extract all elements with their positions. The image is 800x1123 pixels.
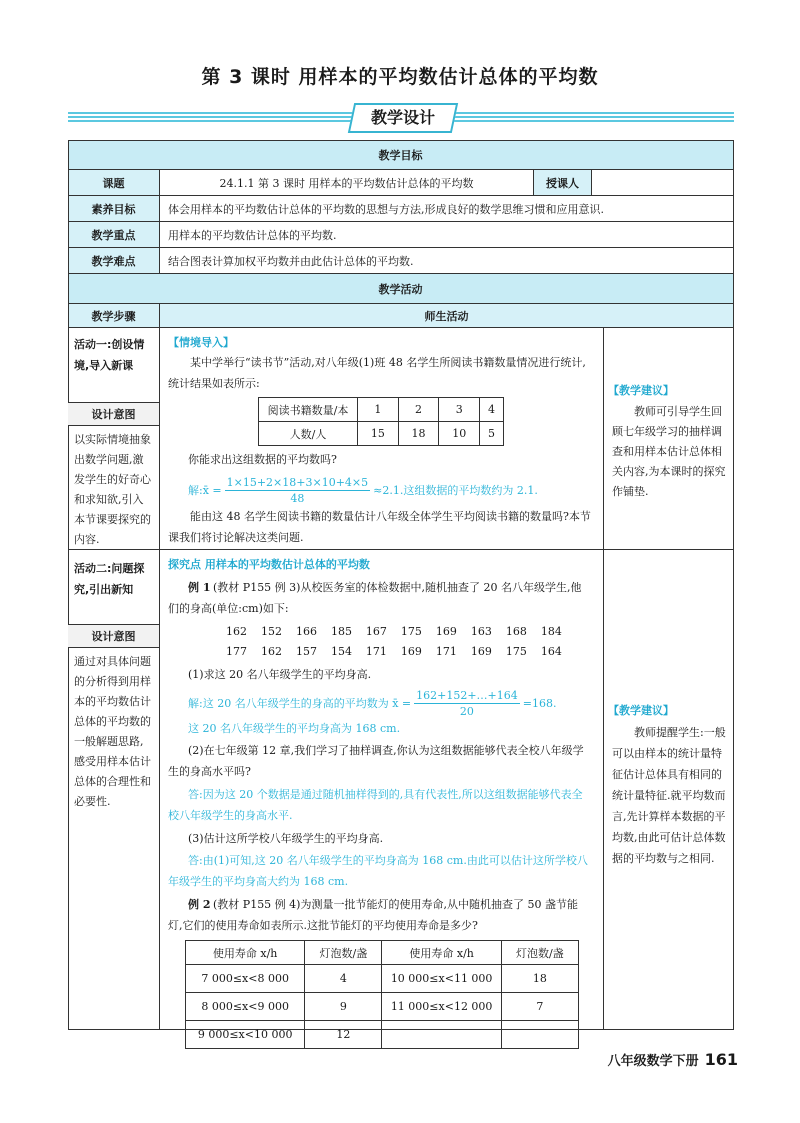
difficulty-label: 教学难点 [68,248,160,274]
reading-table-cell: 5 [480,422,504,446]
question-1: (1)求这 20 名八年级学生的平均身高. [188,668,372,681]
reading-table [258,397,504,446]
activity1-transition: 能由这 48 名学生阅读书籍的数量估计八年级全体学生平均阅读书籍的数量吗?本节课我们将讨论解决这类问题. [168,510,591,544]
lamp-table-cell: 8 000≤x<9 000 [186,993,305,1021]
activity2-tip: 教师提醒学生:一般可以由样本的统计量特征估计总体具有相同的统计量特征.就平均数而言,先计算样本数据的平均数,由此可估计总体数据的平均数与之相同. [612,726,726,865]
lamp-table-cell: 11 000≤x<12 000 [382,993,501,1021]
activity1-intent-label: 设计意图 [68,402,159,426]
answer-numerator: 1×15+2×18+3×10+4×5 [226,476,369,489]
page-title: 第 3 课时 用样本的平均数估计总体的平均数 [201,66,599,88]
answer-denominator: 48 [290,492,305,505]
page-footer [608,1050,738,1069]
lamp-table-cell: 18 [501,965,578,993]
answer-2: 答:因为这 20 个数据是通过随机抽样得到的,具有代表性,所以这组数据能够代表全校八年级学生的身高水平. [168,788,583,822]
answer1-prefix: 解:这 20 名八年级学生的身高的平均数为 x̄ = [188,697,412,710]
section-banner [68,103,734,131]
answer-prefix: 解:x̄ = [188,484,222,497]
activity1-tip-tag: 【教学建议】 [608,384,674,397]
answer1-suffix: =168. [522,697,557,710]
activities-header: 教学活动 [68,274,734,304]
lamp-table-cell: 7 [501,993,578,1021]
lamp-table-cell: 7 000≤x<8 000 [186,965,305,993]
reading-table-cell: 2 [398,398,439,422]
activity2-intent: 通过对具体问题的分析得到用样本的平均数估计总体的平均数的一般解题思路,感受用样本估计总体的合理性和必要性. [74,655,151,808]
page-number: 161 [704,1050,738,1069]
difficulty-value: 结合图表计算加权平均数并由此估计总体的平均数. [160,248,734,274]
answer1-denominator: 20 [459,705,474,718]
question-3: (3)估计这所学校八年级学生的平均身高. [188,832,384,845]
example2-label: 例 2 [188,898,211,911]
steps-label: 教学步骤 [68,304,160,328]
literacy-value: 体会用样本的平均数估计总体的平均数的思想与方法,形成良好的数学思维习惯和应用意识. [160,196,734,222]
reading-table-cell: 人数/人 [259,422,358,446]
reading-table-cell: 3 [439,398,480,422]
reading-table-cell: 1 [358,398,399,422]
example1-text: (教材 P155 例 3)从校医务室的体检数据中,随机抽查了 20 名八年级学生,他们的身高(单位:cm)如下: [168,581,582,615]
question-2: (2)在七年级第 12 章,我们学习了抽样调查,你认为这组数据能够代表全校八年级学生的身高水平吗? [168,744,584,778]
lamp-table-cell: 9 000≤x<10 000 [186,1021,305,1049]
key-point-label: 教学重点 [68,222,160,248]
activity1-tip: 教师可引导学生回顾七年级学习的抽样调查和用样本估计总体相关内容,为本课时的探究作铺垫. [612,405,726,498]
lamp-table-cell [382,1021,501,1049]
activity1-intent: 以实际情境抽象出数学问题,激发学生的好奇心和求知欲,引入本节课要探究的内容. [74,433,151,546]
answer-fraction [225,475,371,506]
topic-label: 课题 [68,170,160,196]
lamp-table-header: 使用寿命 x/h [382,941,501,965]
activity2-tip-tag: 【教学建议】 [608,704,674,717]
answer1-fraction [414,688,520,719]
situation-tag: 【情境导入】 [168,336,234,349]
activity1-title: 活动一:创设情境,导入新课 [74,338,145,372]
situation-text: 某中学举行“读书节”活动,对八年级(1)班 48 名学生所阅读书籍数量情况进行统计,统计结果如表所示: [168,356,586,390]
goals-header: 教学目标 [68,140,734,170]
section-label: 教学设计 [348,103,458,133]
activity1-answer [188,475,538,506]
heights-row-1: 162 152 166 185 167 175 169 163 168 184 [226,625,562,638]
lamp-table [185,940,579,1049]
lamp-table-cell [501,1021,578,1049]
reading-table-cell: 10 [439,422,480,446]
answer-1 [188,688,556,719]
activity2-title: 活动二:问题探究,引出新知 [74,562,145,596]
reading-table-cell: 18 [398,422,439,446]
answer-1-line2: 这 20 名八年级学生的平均身高为 168 cm. [188,722,401,735]
activity2-intent-label: 设计意图 [68,624,159,648]
answer-3: 答:由(1)可知,这 20 名八年级学生的平均身高为 168 cm.由此可以估计这所学校八年级学生的平均身高大约为 168 cm. [168,854,588,888]
reading-table-cell: 15 [358,422,399,446]
activity1-question: 你能求出这组数据的平均数吗? [188,453,337,466]
key-point-value: 用样本的平均数估计总体的平均数. [160,222,734,248]
topic-value: 24.1.1 第 3 课时 用样本的平均数估计总体的平均数 [160,170,534,196]
lamp-table-header: 灯泡数/盏 [305,941,382,965]
explore-heading: 探究点 用样本的平均数估计总体的平均数 [168,558,370,571]
literacy-label: 素养目标 [68,196,160,222]
lamp-table-cell: 4 [305,965,382,993]
reading-table-cell: 4 [480,398,504,422]
reading-table-cell: 阅读书籍数量/本 [259,398,358,422]
answer1-numerator: 162+152+…+164 [416,689,518,702]
lamp-table-header: 使用寿命 x/h [186,941,305,965]
teacher-student-label: 师生活动 [160,304,734,328]
lamp-table-cell: 10 000≤x<11 000 [382,965,501,993]
lamp-table-cell: 9 [305,993,382,1021]
lesson-plan-table [68,140,734,1041]
example2-text: (教材 P155 例 4)为测量一批节能灯的使用寿命,从中随机抽查了 50 盏节能灯,它们的使用寿命如表所示.这批节能灯的平均使用寿命是多少? [168,898,578,932]
teacher-value [592,170,734,196]
example1-label: 例 1 [188,581,211,594]
lamp-table-header: 灯泡数/盏 [501,941,578,965]
answer-suffix: ≈2.1.这组数据的平均数约为 2.1. [373,484,538,497]
teacher-label: 授课人 [534,170,592,196]
book-name: 八年级数学下册 [607,1054,699,1069]
lamp-table-cell: 12 [305,1021,382,1049]
heights-row-2: 177 162 157 154 171 169 171 169 175 164 [226,645,562,658]
